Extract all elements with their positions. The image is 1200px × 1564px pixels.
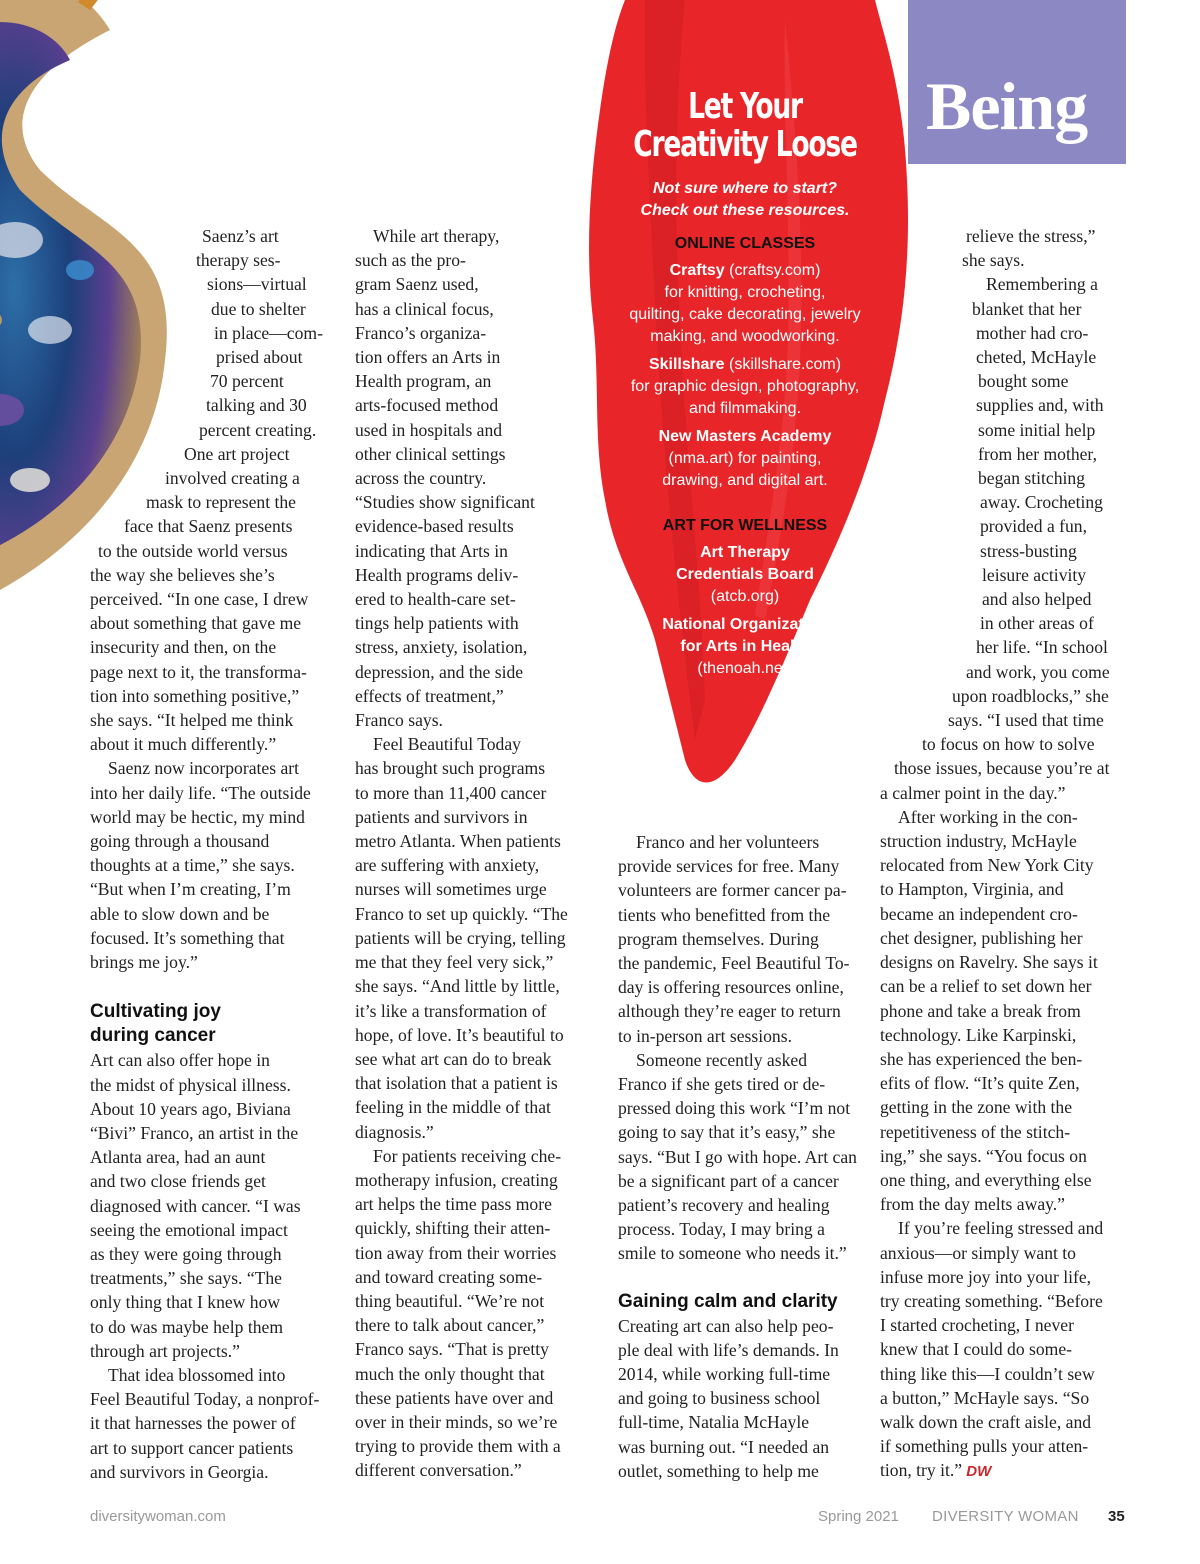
text-line: patients and survivors in: [355, 806, 528, 827]
resource-desc: quilting, cake decorating, jewelry: [629, 306, 861, 323]
text-line: to in-person art sessions.: [618, 1025, 792, 1046]
text-line: Health programs deliv-: [355, 564, 519, 585]
footer-issue-date: Spring 2021: [818, 1508, 899, 1525]
text-line: different conversation.”: [355, 1460, 522, 1481]
text-line: involved creating a: [165, 468, 300, 489]
text-line: One art project: [184, 443, 290, 464]
column-text: [90, 1048, 340, 1484]
text-line: tion away from their worries: [355, 1242, 557, 1263]
text-line: blanket that her: [972, 298, 1082, 319]
text-line: indicating that Arts in: [355, 540, 508, 561]
signoff-mark: DW: [962, 1463, 992, 1481]
text-line: and two close friends get: [90, 1171, 266, 1192]
text-line: and survivors in Georgia.: [90, 1461, 269, 1482]
resource-name: Skillshare: [648, 356, 725, 373]
text-line: only thing that I knew how: [90, 1292, 281, 1313]
text-line: Art can also offer hope in: [90, 1050, 270, 1071]
text-line: mother had cro-: [976, 322, 1089, 343]
text-line: focused. It’s something that: [90, 927, 285, 948]
subheading-line: Cultivating joy: [90, 1001, 221, 1023]
text-line: can be a relief to set down her: [880, 976, 1092, 997]
text-line: has a clinical focus,: [355, 298, 494, 319]
text-line: if something pulls your atten-: [880, 1436, 1089, 1457]
resource-url: (atcb.org): [710, 588, 780, 605]
resource-name: New Masters Academy: [658, 428, 832, 445]
text-line: she says. “It helped me think: [90, 710, 294, 731]
text-line: smile to someone who needs it.”: [618, 1243, 847, 1264]
text-line: much the only thought that: [355, 1363, 545, 1384]
text-line: to more than 11,400 cancer: [355, 782, 547, 803]
text-line: from her mother,: [978, 443, 1097, 464]
text-line: those issues, because you’re at: [894, 758, 1110, 779]
text-line: Saenz’s art: [202, 226, 279, 246]
text-line: walk down the craft aisle, and: [880, 1411, 1092, 1432]
text-line: about it much differently.”: [90, 734, 277, 755]
text-line: tients who benefitted from the: [618, 904, 831, 925]
text-line: mask to represent the: [146, 492, 296, 513]
text-line: Someone recently asked: [636, 1049, 807, 1070]
text-line: designs on Ravelry. She says it: [880, 952, 1098, 973]
text-line: Health program, an: [355, 371, 492, 392]
section-tag: [908, 0, 1126, 164]
resource-url: (craftsy.com): [729, 262, 821, 279]
article-column-2: [355, 224, 605, 1483]
text-line: as they were going through: [90, 1243, 282, 1264]
resource-url: (thenoah.net): [697, 660, 793, 677]
resource-name: for Arts in Health: [680, 638, 810, 655]
resource-desc: for graphic design, photography,: [630, 378, 860, 395]
text-line: her life. “In school: [976, 637, 1108, 658]
text-line: relocated from New York City: [880, 855, 1094, 876]
text-line: perceived. “In one case, I drew: [90, 589, 309, 610]
text-line: sions—virtual: [207, 274, 307, 295]
text-line: repetitiveness of the stitch-: [880, 1121, 1071, 1142]
column-text: [618, 830, 868, 1266]
text-line: stress, anxiety, isolation,: [355, 637, 528, 658]
text-line: there to talk about cancer,”: [355, 1315, 545, 1336]
text-line: across the country.: [355, 468, 487, 489]
text-line: gram Saenz used,: [355, 274, 479, 295]
text-line: to Hampton, Virginia, and: [880, 879, 1064, 900]
text-line: the pandemic, Feel Beautiful To-: [618, 953, 850, 974]
resource-craftsy: [590, 260, 900, 348]
text-line: diagnosis.”: [355, 1121, 434, 1142]
text-line: relieve the stress,”: [966, 226, 1096, 246]
article-column-1: [90, 224, 340, 1484]
text-line: diagnosed with cancer. “I was: [90, 1195, 301, 1216]
text-line: therapy ses-: [196, 250, 281, 271]
text-line: trying to provide them with a: [355, 1436, 561, 1457]
text-line: began stitching: [978, 468, 1086, 489]
text-line: me that they feel very sick,”: [355, 952, 554, 973]
text-line: For patients receiving che-: [373, 1145, 562, 1166]
text-line: art helps the time pass more: [355, 1194, 552, 1215]
text-line: and work, you come: [966, 661, 1110, 682]
text-line: supplies and, with: [976, 395, 1104, 416]
text-line: quickly, shifting their atten-: [355, 1218, 551, 1239]
art-for-wellness-heading: ART FOR WELLNESS: [662, 517, 828, 534]
text-line: over in their minds, so we’re: [355, 1411, 558, 1432]
sidebar-title-line: Let Your: [688, 86, 802, 127]
text-line: to focus on how to solve: [922, 734, 1095, 755]
resource-name: Craftsy: [669, 262, 725, 279]
text-line: world may be hectic, my mind: [90, 806, 305, 827]
text-line: able to slow down and be: [90, 903, 270, 924]
text-line: thing like this—I couldn’t sew: [880, 1363, 1095, 1384]
resource-noah: [590, 614, 900, 680]
text-line: and also helped: [982, 589, 1092, 610]
sidebar-title-line: Creativity Loose: [633, 124, 857, 165]
resource-atcb: [590, 542, 900, 608]
text-line: arts-focused method: [355, 395, 499, 416]
text-line: After working in the con-: [898, 806, 1078, 827]
sidebar-subtitle-line: Not sure where to start?: [652, 180, 838, 197]
text-line: Franco’s organiza-: [355, 322, 487, 343]
text-line: face that Saenz presents: [124, 516, 293, 537]
text-line: from the day melts away.”: [880, 1194, 1065, 1215]
text-line: about something that gave me: [90, 613, 302, 634]
text-line: try creating something. “Before: [880, 1290, 1103, 1311]
text-line: going through a thousand: [90, 831, 270, 852]
resource-name: Credentials Board: [676, 566, 814, 583]
column-text: [880, 224, 1130, 1485]
text-line: she says.: [962, 250, 1025, 271]
text-line: Franco and her volunteers: [636, 832, 820, 852]
text-line: knew that I could do some-: [880, 1339, 1073, 1360]
footer-magazine-name: DIVERSITY WOMAN: [932, 1508, 1079, 1525]
text-line: feeling in the middle of that: [355, 1097, 551, 1118]
section-tag-label: Being: [926, 68, 1088, 144]
text-line: other clinical settings: [355, 443, 506, 464]
text-line: through art projects.”: [90, 1340, 240, 1361]
resources-sidebar: [590, 88, 900, 680]
text-line: these patients have over and: [355, 1387, 554, 1408]
text-line: in other areas of: [980, 613, 1094, 634]
text-line: see what art can do to break: [355, 1048, 552, 1069]
text-line: About 10 years ago, Biviana: [90, 1098, 291, 1119]
text-line: she has experienced the ben-: [880, 1048, 1083, 1069]
text-line: depression, and the side: [355, 661, 524, 682]
text-line: treatments,” she says. “The: [90, 1268, 282, 1289]
resource-nma: [590, 426, 900, 492]
text-line: 70 percent: [210, 371, 284, 392]
text-line: percent creating.: [199, 419, 317, 440]
footer-website: diversitywoman.com: [90, 1508, 226, 1525]
text-line: prised about: [216, 347, 303, 368]
text-line: Creating art can also help peo-: [618, 1315, 834, 1336]
text-line: tion offers an Arts in: [355, 347, 501, 368]
text-line: says. “But I go with hope. Art can: [618, 1146, 857, 1167]
text-line: used in hospitals and: [355, 419, 503, 440]
text-line: became an independent cro-: [880, 903, 1078, 924]
text-line: cheted, McHayle: [976, 347, 1097, 368]
column-text: [618, 1314, 868, 1483]
text-line: the way she believes she’s: [90, 564, 275, 585]
text-line: to do was maybe help them: [90, 1316, 283, 1337]
text-line: anxious—or simply want to: [880, 1242, 1076, 1263]
text-line: patients will be crying, telling: [355, 927, 566, 948]
text-line: such as the pro-: [355, 250, 466, 271]
text-line: That idea blossomed into: [108, 1364, 286, 1385]
text-line: “Bivi” Franco, an artist in the: [90, 1122, 299, 1143]
text-line: a button,” McHayle says. “So: [880, 1387, 1090, 1408]
resource-desc: and filmmaking.: [688, 400, 802, 417]
text-line: effects of treatment,”: [355, 685, 504, 706]
text-line: insecurity and then, on the: [90, 637, 277, 658]
text-line: patient’s recovery and healing: [618, 1195, 830, 1216]
text-line: thoughts at a time,” she says.: [90, 855, 295, 876]
text-line: volunteers are former cancer pa-: [618, 880, 847, 901]
text-line: “But when I’m creating, I’m: [90, 879, 291, 900]
text-line: and toward creating some-: [355, 1266, 543, 1287]
text-line: day is offering resources online,: [618, 977, 844, 998]
text-line: If you’re feeling stressed and: [898, 1218, 1104, 1239]
text-line: While art therapy,: [373, 226, 500, 246]
text-line: has brought such programs: [355, 758, 546, 779]
resource-name: Art Therapy: [700, 544, 790, 561]
text-line: infuse more joy into your life,: [880, 1266, 1092, 1287]
text-line: I started crocheting, I never: [880, 1315, 1074, 1336]
text-line: it’s like a transformation of: [355, 1000, 547, 1021]
column-text: [355, 224, 605, 1483]
text-line: Feel Beautiful Today: [373, 734, 521, 755]
text-line: she says. “And little by little,: [355, 976, 560, 997]
resource-name: National Organization: [662, 616, 828, 633]
text-line: going to say that it’s easy,” she: [618, 1122, 836, 1143]
text-line: process. Today, I may bring a: [618, 1219, 825, 1240]
text-line: are suffering with anxiety,: [355, 855, 540, 876]
text-line: Remembering a: [986, 274, 1098, 295]
text-line: tings help patients with: [355, 613, 519, 634]
text-line: provided a fun,: [980, 516, 1087, 537]
text-line: upon roadblocks,” she: [952, 685, 1109, 706]
text-line: chet designer, publishing her: [880, 927, 1083, 948]
text-line: it that harnesses the power of: [90, 1413, 296, 1434]
text-line: ple deal with life’s demands. In: [618, 1339, 839, 1360]
sidebar-subtitle-line: Check out these resources.: [640, 202, 850, 219]
text-line: be a significant part of a cancer: [618, 1170, 839, 1191]
text-line: says. “I used that time: [948, 710, 1104, 731]
sidebar-title: [618, 88, 872, 164]
text-line: due to shelter: [211, 298, 306, 319]
text-line: evidence-based results: [355, 516, 514, 537]
article-column-4: [880, 224, 1130, 1485]
subheading-gaining-calm: Gaining calm and clarity: [618, 1290, 838, 1312]
text-line: program themselves. During: [618, 928, 819, 949]
text-line: tion, try it.” DW: [880, 1460, 992, 1481]
text-line: brings me joy.”: [90, 952, 198, 973]
resource-desc: (nma.art) for painting,: [668, 450, 822, 467]
text-line: a calmer point in the day.”: [880, 782, 1066, 803]
text-line: stress-busting: [980, 540, 1077, 561]
text-line: was burning out. “I needed an: [618, 1436, 830, 1457]
text-line: metro Atlanta. When patients: [355, 831, 561, 852]
text-line: Franco if she gets tired or de-: [618, 1074, 826, 1095]
text-line: struction industry, McHayle: [880, 831, 1077, 852]
text-line: tion into something positive,”: [90, 685, 300, 706]
subheading-line: during cancer: [90, 1025, 216, 1047]
text-line: talking and 30: [206, 395, 307, 416]
resource-skillshare: [590, 354, 900, 420]
text-line: the midst of physical illness.: [90, 1074, 291, 1095]
text-line: “Studies show significant: [355, 492, 535, 513]
text-line: Franco says. “That is pretty: [355, 1339, 549, 1360]
online-classes-heading: ONLINE CLASSES: [674, 235, 816, 252]
text-line: some initial help: [978, 419, 1096, 440]
text-line: full-time, Natalia McHayle: [618, 1412, 810, 1433]
resource-url: (skillshare.com): [729, 356, 842, 373]
text-line: Franco says.: [355, 710, 443, 731]
text-line: into her daily life. “The outside: [90, 782, 311, 803]
text-line: ered to health-care set-: [355, 589, 516, 610]
text-line: in place—com-: [214, 322, 323, 343]
text-line: pressed doing this work “I’m not: [618, 1098, 851, 1119]
text-line: getting in the zone with the: [880, 1097, 1073, 1118]
text-line: art to support cancer patients: [90, 1437, 294, 1458]
text-line: and going to business school: [618, 1388, 821, 1409]
article-column-3: [618, 830, 868, 1483]
resource-desc: for knitting, crocheting,: [664, 284, 826, 301]
text-line: one thing, and everything else: [880, 1169, 1092, 1190]
text-line: motherapy infusion, creating: [355, 1169, 558, 1190]
text-line: bought some: [978, 371, 1069, 392]
text-line: technology. Like Karpinski,: [880, 1024, 1077, 1045]
resource-desc: drawing, and digital art.: [662, 472, 828, 489]
text-line: Atlanta area, had an aunt: [90, 1147, 266, 1168]
text-line: Franco to set up quickly. “The: [355, 903, 568, 924]
text-line: away. Crocheting: [980, 492, 1103, 513]
footer-page-number: 35: [1108, 1508, 1125, 1525]
text-line: hope, of love. It’s beautiful to: [355, 1024, 564, 1045]
text-line: to the outside world versus: [98, 540, 288, 561]
text-line: seeing the emotional impact: [90, 1219, 288, 1240]
text-line: thing beautiful. “We’re not: [355, 1290, 545, 1311]
text-line: although they’re eager to return: [618, 1001, 841, 1022]
text-line: that isolation that a patient is: [355, 1073, 558, 1094]
text-line: ing,” she says. “You focus on: [880, 1145, 1087, 1166]
text-line: phone and take a break from: [880, 1000, 1081, 1021]
resource-desc: making, and woodworking.: [650, 328, 840, 345]
subheading-cultivating-joy: [90, 1000, 340, 1048]
text-line: Saenz now incorporates art: [108, 758, 300, 779]
text-line: provide services for free. Many: [618, 856, 840, 877]
text-line: Feel Beautiful Today, a nonprof-: [90, 1389, 320, 1410]
text-line: efits of flow. “It’s quite Zen,: [880, 1073, 1080, 1094]
text-line: page next to it, the transforma-: [90, 661, 307, 682]
column-text: [90, 224, 340, 974]
sidebar-subtitle: [590, 178, 900, 222]
text-line: nurses will sometimes urge: [355, 879, 547, 900]
text-line: 2014, while working full-time: [618, 1364, 831, 1385]
text-line: leisure activity: [982, 564, 1087, 585]
text-line: outlet, something to help me: [618, 1460, 819, 1481]
